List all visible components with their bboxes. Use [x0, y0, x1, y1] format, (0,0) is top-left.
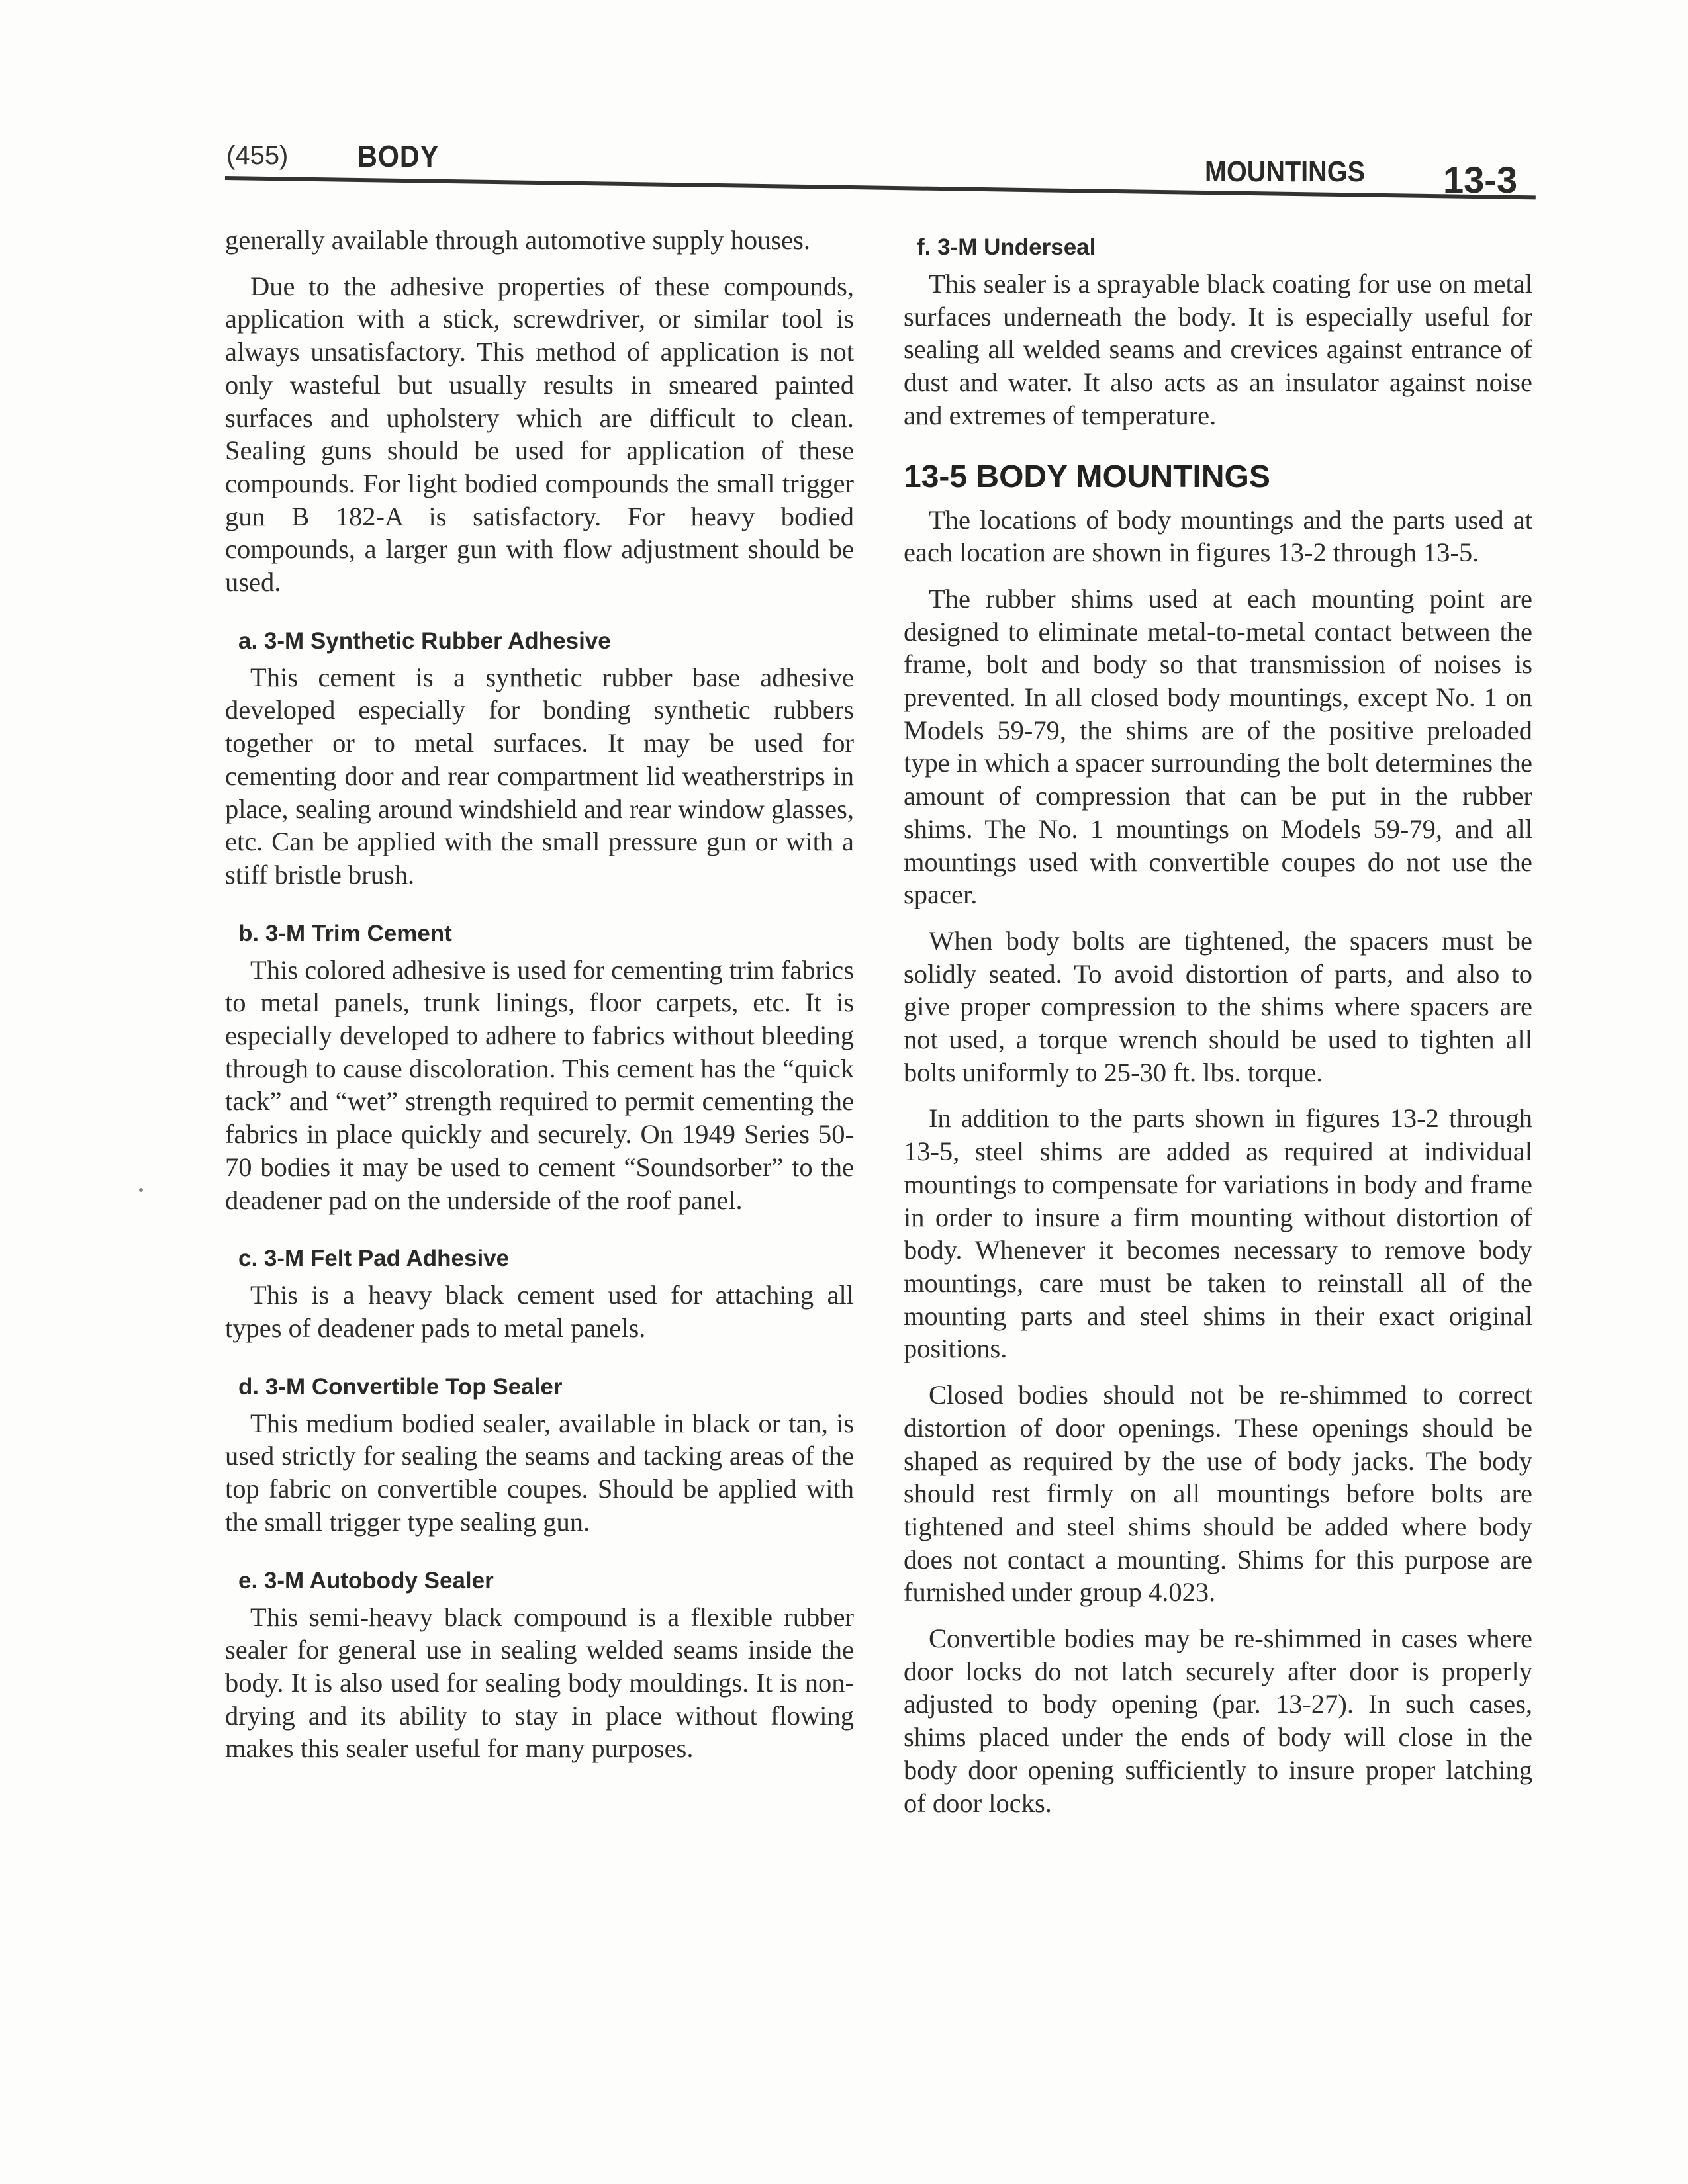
chapter-title: BODY — [357, 139, 440, 173]
mountings-paragraph: In addition to the parts shown in figures 13-2 through 13-5, steel shims are added as required at individual mountings to compensate for variations in body and frame in order to insure a firm mounting without distortion of body. Whenever it becomes necessary to remove body mountings, care must be taken to reinstall all of the mounting parts and steel shims in their exact original positions. — [904, 1103, 1532, 1364]
mountings-paragraph: Closed bodies should not be re-shimmed to correct distortion of door openings. These openings should be shaped as required by the use of body jacks. The body should rest firmly on all mountings before bolts are tightened and steel shims should be added where body does not contact a mounting. Shims for this purpose are furnished under group 4.023. — [904, 1380, 1532, 1608]
section-title: MOUNTINGS — [1205, 156, 1366, 188]
section-heading-c: c. 3-M Felt Pad Adhesive — [238, 1246, 510, 1272]
section-heading-e: e. 3-M Autobody Sealer — [238, 1567, 494, 1594]
section-heading-a: a. 3-M Synthetic Rubber Adhesive — [238, 627, 611, 654]
mountings-paragraph: Convertible bodies may be re-shimmed in cases where door locks do not latch securely after door is properly adjusted to body opening (par. 13-27). In such cases, shims placed under the ends of body will close in the body door opening sufficiently to insure proper latching of door locks. — [904, 1623, 1532, 1818]
scan-artifact — [139, 1188, 143, 1192]
section-code: 13-3 — [1443, 159, 1518, 201]
section-heading-b: b. 3-M Trim Cement — [238, 920, 452, 946]
section-body-a: This cement is a synthetic rubber base adhesive developed especially for bonding synthetic rubbers together or to metal surfaces. It may be used for cementing door and rear compartment lid weatherstrips in place, sealing around windshield and rear window glasses, etc. Can be applied with the small pressure gun or with a stiff bristle brush. — [225, 662, 854, 889]
section-body-b: This colored adhesive is used for cementing trim fabrics to metal panels, trunk linings, floor carpets, etc. It is especially developed to adhere to fabrics without bleeding through to cause discoloration. This cement has the “quick tack” and “wet” strength required to permit cementing the fabrics in place quickly and securely. On 1949 Series 50-70 bodies it may be used to cement “Soundsorber” to the deadener pad on the underside of the roof panel. — [225, 954, 854, 1215]
section-body-f: This sealer is a sprayable black coating for use on metal surfaces underneath the body. It is especially useful for sealing all welded seams and crevices against entrance of dust and water. It also acts as an insulator against noise and extremes of temperature. — [904, 269, 1532, 430]
intro-continuation: generally available through automotive supply houses. — [225, 225, 811, 255]
main-section-heading: 13-5 BODY MOUNTINGS — [904, 459, 1270, 494]
section-body-d: This medium bodied sealer, available in black or tan, is used strictly for sealing the seams and tacking areas of the top fabric on convertible coupes. Should be applied with the small trigger type sealing gun. — [225, 1408, 854, 1537]
right-column — [904, 233, 1532, 1833]
section-heading-d: d. 3-M Convertible Top Sealer — [238, 1373, 563, 1400]
mountings-paragraph: The locations of body mountings and the parts used at each location are shown in figures 13-2 through 13-5. — [904, 504, 1532, 568]
section-body-e: This semi-heavy black compound is a flexible rubber sealer for general use in sealing welded seams inside the body. It is also used for sealing body mouldings. It is non-drying and its ability to stay in place without flowing makes this sealer useful for many purposes. — [225, 1602, 854, 1764]
mountings-paragraph: The rubber shims used at each mounting point are designed to eliminate metal-to-metal contact between the frame, bolt and body so that transmission of noises is prevented. In all closed body mountings, except No. 1 on Models 59-79, the shims are of the positive preloaded type in which a spacer surrounding the bolt determines the amount of compression that can be put in the rubber shims. The No. 1 mountings on Models 59-79, and all mountings used with convertible coupes do not use the spacer. — [904, 583, 1532, 910]
left-column — [225, 224, 854, 1778]
mountings-paragraph: When body bolts are tightened, the spacers must be solidly seated. To avoid distortion of parts, and also to give proper compression to the shims where spacers are not used, a torque wrench should be used to tighten all bolts uniformly to 25-30 ft. lbs. torque. — [904, 925, 1532, 1087]
section-heading-f: f. 3-M Underseal — [917, 234, 1096, 260]
intro-paragraph: Due to the adhesive properties of these compounds, application with a stick, screwdriver, or similar tool is always unsatisfactory. This method of application is not only wasteful but usually results in smeared painted surfaces and upholstery which are difficult to clean. Sealing guns should be used for application of these compounds. For light bodied compounds the small trigger gun B 182-A is satisfactory. For heavy bodied compounds, a larger gun with flow adjustment should be used. — [225, 271, 854, 598]
section-body-c: This is a heavy black cement used for attaching all types of deadener pads to metal panels. — [225, 1280, 854, 1343]
page-number: (455) — [226, 141, 289, 170]
